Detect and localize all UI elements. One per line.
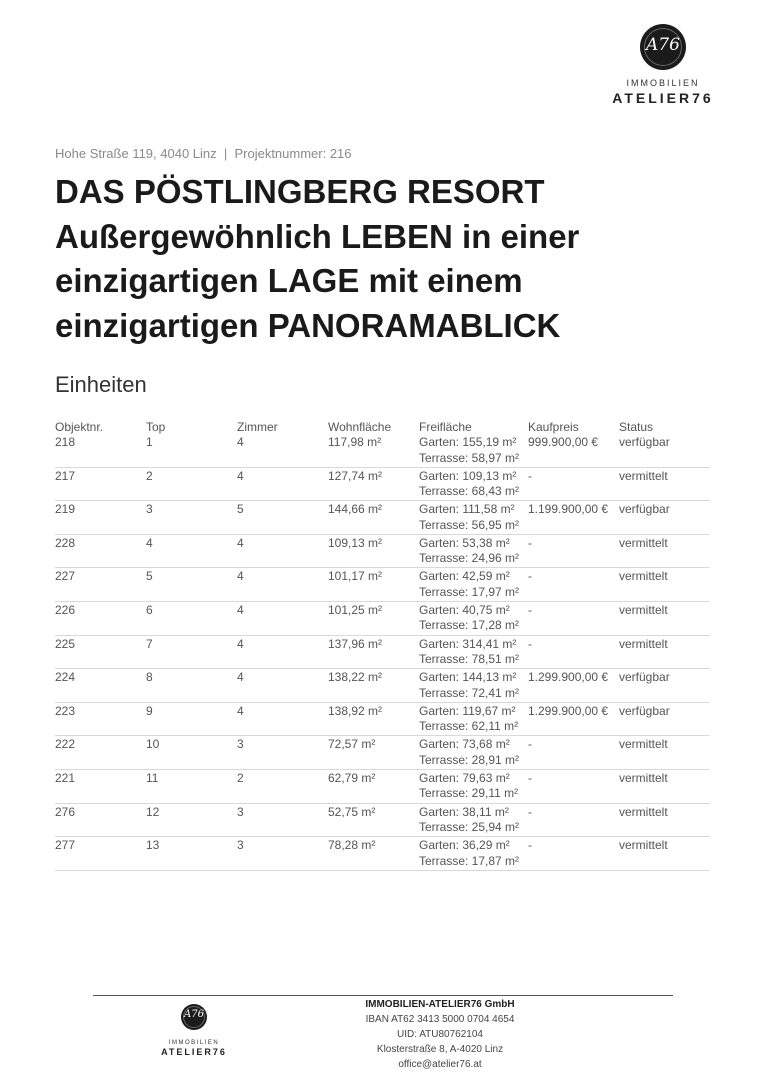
- cell-zimmer: 2: [237, 769, 328, 803]
- garden-area: Garten: 155,19 m²: [419, 435, 517, 449]
- cell-zimmer: 3: [237, 837, 328, 871]
- col-header-objektnr: Objektnr.: [55, 420, 104, 434]
- col-header-wohnflaeche: Wohnfläche: [328, 420, 392, 434]
- company-uid: UID: ATU80762104: [397, 1029, 483, 1040]
- project-address: Hohe Straße 119, 4040 Linz | Projektnummer: 216: [55, 146, 352, 161]
- cell-wohnflaeche: 117,98 m²: [328, 434, 419, 467]
- cell-kaufpreis: -: [528, 467, 619, 501]
- cell-wohnflaeche: 144,66 m²: [328, 501, 419, 535]
- cell-top: 13: [146, 837, 237, 871]
- garden-area: Garten: 73,68 m²: [419, 737, 510, 752]
- cell-zimmer: 4: [237, 635, 328, 669]
- cell-status: verfügbar: [619, 501, 710, 535]
- cell-freiflaeche: [419, 568, 528, 602]
- garden-area: Garten: 36,29 m²: [419, 838, 510, 853]
- garden-area: Garten: 111,58 m²: [419, 502, 515, 517]
- cell-kaufpreis: -: [528, 601, 619, 635]
- company-iban: IBAN AT62 3413 5000 0704 4654: [365, 1014, 515, 1025]
- cell-wohnflaeche: 78,28 m²: [328, 837, 419, 871]
- cell-zimmer: 4: [237, 601, 328, 635]
- company-logo: [604, 24, 722, 106]
- col-header-freiflaeche: Freifläche: [419, 420, 472, 434]
- cell-top: 1: [146, 434, 237, 467]
- garden-area: Garten: 42,59 m²: [419, 569, 510, 584]
- cell-top: 2: [146, 467, 237, 501]
- section-title: Einheiten: [55, 372, 147, 397]
- terrace-area: Terrasse: 17,87 m²: [419, 853, 520, 868]
- cell-zimmer: 3: [237, 736, 328, 770]
- cell-zimmer: 4: [237, 669, 328, 703]
- col-header-status: Status: [619, 420, 654, 434]
- cell-top: 3: [146, 501, 237, 535]
- footer-logo-line2: ATELIER76: [161, 1047, 227, 1057]
- table-row: [55, 601, 710, 635]
- cell-freiflaeche: [419, 434, 528, 467]
- garden-area: Garten: 119,67 m²: [419, 703, 516, 718]
- cell-kaufpreis: -: [528, 568, 619, 602]
- cell-status: vermittelt: [619, 635, 710, 669]
- col-header-zimmer: Zimmer: [237, 420, 278, 434]
- terrace-area: Terrasse: 58,97 m²: [419, 450, 520, 465]
- terrace-area: Terrasse: 25,94 m²: [419, 820, 520, 835]
- company-info: [300, 997, 580, 1072]
- units-table: [55, 416, 710, 871]
- garden-area: Garten: 144,13 m²: [419, 670, 517, 685]
- cell-status: vermittelt: [619, 568, 710, 602]
- cell-zimmer: 4: [237, 568, 328, 602]
- cell-status: vermittelt: [619, 736, 710, 770]
- cell-top: 6: [146, 601, 237, 635]
- table-row: [55, 635, 710, 669]
- cell-zimmer: 4: [237, 702, 328, 736]
- cell-kaufpreis: 1.299.900,00 €: [528, 702, 619, 736]
- cell-kaufpreis: -: [528, 769, 619, 803]
- cell-kaufpreis: -: [528, 803, 619, 837]
- cell-freiflaeche: [419, 635, 528, 669]
- cell-freiflaeche: [419, 803, 528, 837]
- terrace-area: Terrasse: 17,97 m²: [419, 584, 520, 599]
- cell-freiflaeche: [419, 467, 528, 501]
- company-address: Klosterstraße 8, A-4020 Linz: [376, 1044, 504, 1055]
- cell-top: 9: [146, 702, 237, 736]
- cell-freiflaeche: [419, 837, 528, 871]
- cell-objektnr: 221: [55, 769, 146, 803]
- garden-area: Garten: 79,63 m²: [419, 770, 510, 785]
- cell-zimmer: 4: [237, 467, 328, 501]
- cell-freiflaeche: [419, 534, 528, 568]
- cell-zimmer: 4: [237, 434, 328, 467]
- cell-objektnr: 222: [55, 736, 146, 770]
- cell-wohnflaeche: 101,25 m²: [328, 601, 419, 635]
- terrace-area: Terrasse: 29,11 m²: [419, 786, 519, 801]
- footer-logo-line1: IMMOBILIEN: [168, 1040, 220, 1046]
- cell-status: vermittelt: [619, 534, 710, 568]
- cell-objektnr: 227: [55, 568, 146, 602]
- logo-line2: ATELIER76: [612, 90, 714, 106]
- cell-objektnr: 225: [55, 635, 146, 669]
- cell-top: 7: [146, 635, 237, 669]
- title-line-2: Außergewöhnlich LEBEN in einer: [55, 217, 580, 255]
- terrace-area: Terrasse: 24,96 m²: [419, 551, 520, 566]
- footer-divider: [93, 995, 673, 996]
- cell-wohnflaeche: 109,13 m²: [328, 534, 419, 568]
- title-line-3: einzigartigen LAGE mit einem: [55, 262, 523, 299]
- cell-kaufpreis: 1.299.900,00 €: [528, 669, 619, 703]
- cell-status: verfügbar: [619, 702, 710, 736]
- cell-kaufpreis: -: [528, 736, 619, 770]
- table-row: [55, 467, 710, 501]
- col-header-kaufpreis: Kaufpreis: [528, 420, 579, 434]
- terrace-area: Terrasse: 68,43 m²: [419, 484, 520, 499]
- cell-top: 10: [146, 736, 237, 770]
- cell-kaufpreis: 1.199.900,00 €: [528, 501, 619, 535]
- cell-objektnr: 218: [55, 434, 146, 467]
- logo-monogram: A76: [646, 35, 680, 55]
- cell-kaufpreis: -: [528, 635, 619, 669]
- cell-status: verfügbar: [619, 434, 710, 467]
- cell-wohnflaeche: 62,79 m²: [328, 769, 419, 803]
- garden-area: Garten: 38,11 m²: [419, 804, 509, 819]
- page-title: [55, 170, 735, 348]
- cell-freiflaeche: [419, 702, 528, 736]
- cell-kaufpreis: 999.900,00 €: [528, 434, 619, 467]
- table-row: [55, 501, 710, 535]
- cell-objektnr: 217: [55, 467, 146, 501]
- cell-wohnflaeche: 138,92 m²: [328, 702, 419, 736]
- cell-objektnr: 228: [55, 534, 146, 568]
- cell-wohnflaeche: 138,22 m²: [328, 669, 419, 703]
- cell-freiflaeche: [419, 736, 528, 770]
- cell-status: vermittelt: [619, 467, 710, 501]
- cell-top: 11: [146, 769, 237, 803]
- cell-freiflaeche: [419, 501, 528, 535]
- title-line-4: einzigartigen PANORAMABLICK: [55, 306, 561, 344]
- cell-freiflaeche: [419, 769, 528, 803]
- terrace-area: Terrasse: 17,28 m²: [419, 618, 520, 633]
- cell-zimmer: 5: [237, 501, 328, 535]
- garden-area: Garten: 314,41 m²: [419, 636, 517, 651]
- terrace-area: Terrasse: 28,91 m²: [419, 752, 520, 767]
- cell-freiflaeche: [419, 669, 528, 703]
- terrace-area: Terrasse: 56,95 m²: [419, 517, 520, 532]
- logo-line1: IMMOBILIEN: [626, 78, 700, 88]
- cell-wohnflaeche: 137,96 m²: [328, 635, 419, 669]
- table-row: [55, 736, 710, 770]
- cell-freiflaeche: [419, 601, 528, 635]
- cell-objektnr: 226: [55, 601, 146, 635]
- table-row: [55, 534, 710, 568]
- cell-objektnr: 276: [55, 803, 146, 837]
- table-row: [55, 837, 710, 871]
- table-row: [55, 568, 710, 602]
- cell-wohnflaeche: 101,17 m²: [328, 568, 419, 602]
- cell-top: 5: [146, 568, 237, 602]
- cell-objektnr: 224: [55, 669, 146, 703]
- cell-wohnflaeche: 127,74 m²: [328, 467, 419, 501]
- terrace-area: Terrasse: 62,11 m²: [419, 719, 519, 734]
- table-row: [55, 769, 710, 803]
- title-line-1: DAS PÖSTLINGBERG RESORT: [55, 173, 545, 210]
- table-row: [55, 803, 710, 837]
- footer-logo-badge: [181, 1004, 207, 1030]
- cell-top: 12: [146, 803, 237, 837]
- table-row: [55, 434, 710, 467]
- footer-logo-monogram: A76: [184, 1009, 204, 1020]
- cell-zimmer: 3: [237, 803, 328, 837]
- terrace-area: Terrasse: 72,41 m²: [419, 685, 520, 700]
- cell-wohnflaeche: 72,57 m²: [328, 736, 419, 770]
- cell-status: vermittelt: [619, 803, 710, 837]
- cell-kaufpreis: -: [528, 534, 619, 568]
- table-row: [55, 702, 710, 736]
- table-row: [55, 669, 710, 703]
- cell-status: vermittelt: [619, 769, 710, 803]
- company-name: IMMOBILIEN-ATELIER76 GmbH: [365, 999, 515, 1010]
- cell-wohnflaeche: 52,75 m²: [328, 803, 419, 837]
- terrace-area: Terrasse: 78,51 m²: [419, 652, 520, 667]
- cell-status: vermittelt: [619, 837, 710, 871]
- footer-logo: [160, 1004, 228, 1057]
- company-email[interactable]: office@atelier76.at: [398, 1059, 482, 1070]
- table-header-row: [55, 416, 710, 434]
- garden-area: Garten: 53,38 m²: [419, 535, 510, 550]
- cell-objektnr: 277: [55, 837, 146, 871]
- garden-area: Garten: 109,13 m²: [419, 468, 517, 483]
- cell-status: vermittelt: [619, 601, 710, 635]
- cell-objektnr: 223: [55, 702, 146, 736]
- cell-top: 4: [146, 534, 237, 568]
- logo-badge: [640, 24, 686, 70]
- cell-zimmer: 4: [237, 534, 328, 568]
- garden-area: Garten: 40,75 m²: [419, 602, 510, 617]
- cell-objektnr: 219: [55, 501, 146, 535]
- col-header-top: Top: [146, 420, 166, 434]
- cell-kaufpreis: -: [528, 837, 619, 871]
- cell-status: verfügbar: [619, 669, 710, 703]
- cell-top: 8: [146, 669, 237, 703]
